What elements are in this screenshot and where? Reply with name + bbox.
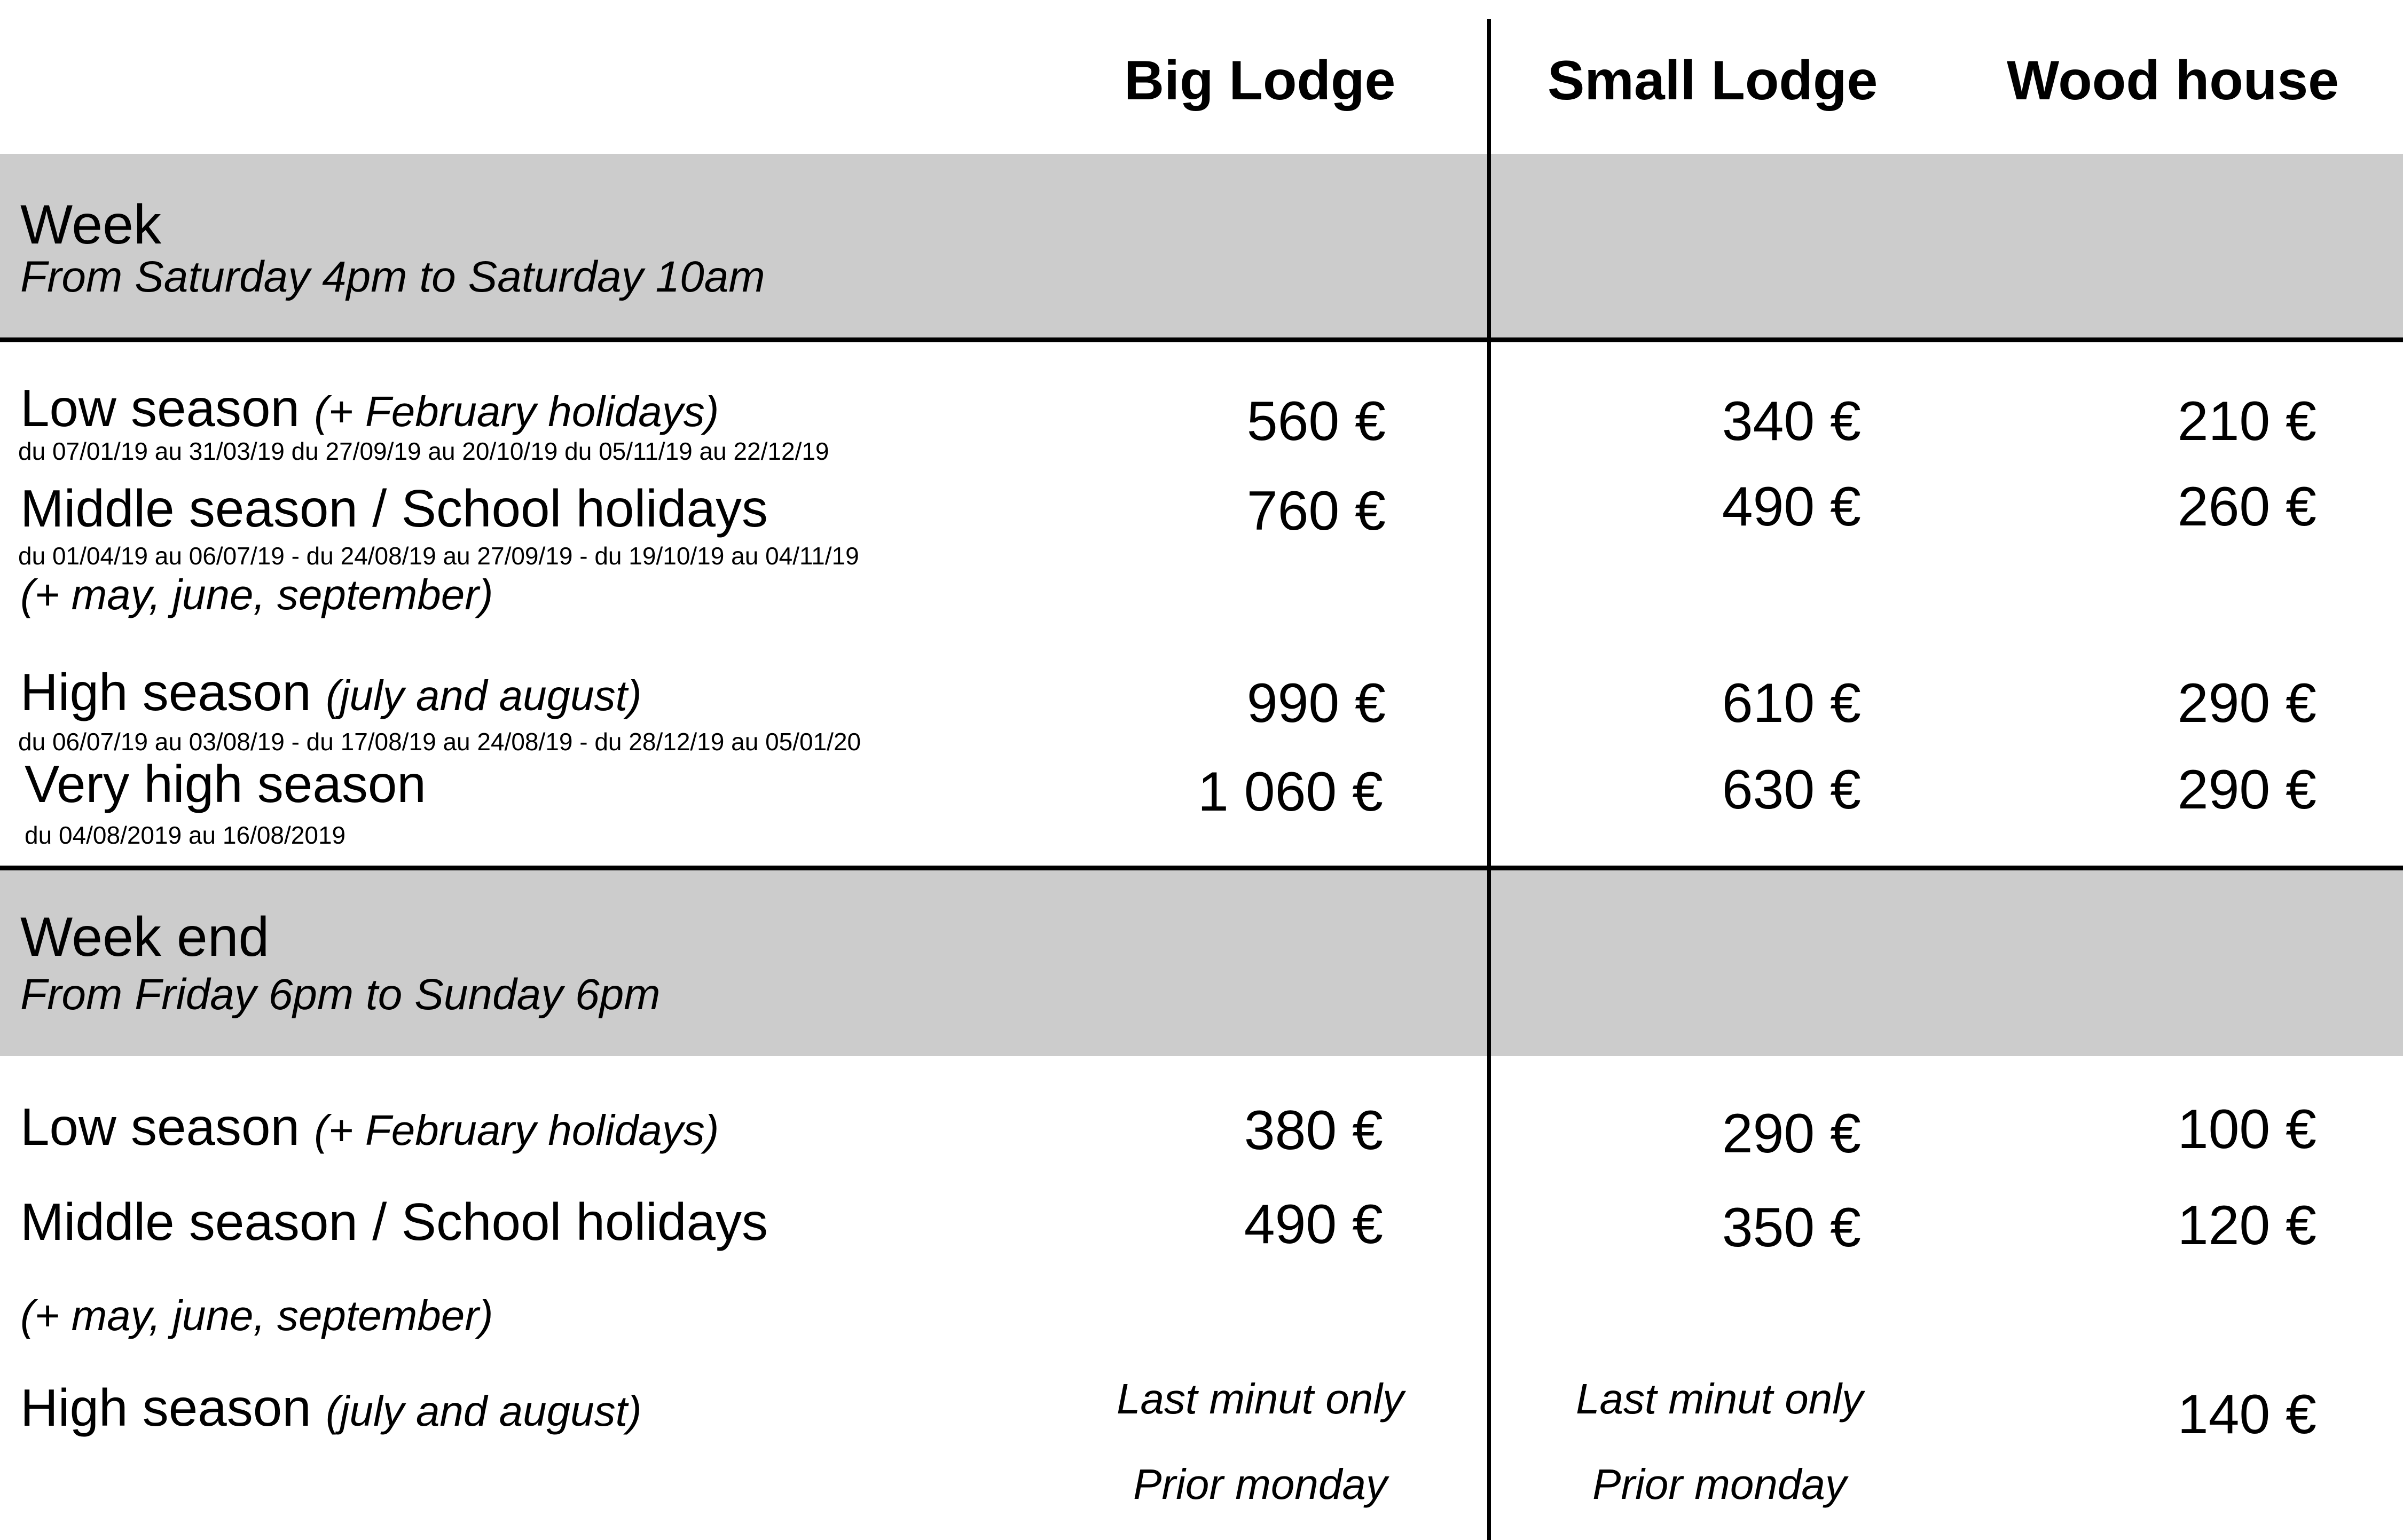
column-header-small-lodge: Small Lodge (1548, 50, 1878, 112)
row-label: Low season (+ February holidays) (20, 379, 719, 437)
row-note: (+ February holidays) (314, 1106, 719, 1154)
row-extra: (+ may, june, september) (20, 571, 493, 618)
price-big-lodge: 490 € (1244, 1193, 1383, 1255)
small-lodge-note: Last minut only (1575, 1375, 1864, 1423)
row-note: (july and august) (326, 672, 642, 719)
row-extra: (+ may, june, september) (20, 1292, 493, 1339)
row-dates: du 04/08/2019 au 16/08/2019 (25, 821, 346, 849)
week-section-band (0, 154, 2403, 340)
row-dates: du 01/04/19 au 06/07/19 - du 24/08/19 au 27/09/19 - du 19/10/19 au 04/11/19 (18, 542, 859, 570)
price-small-lodge: 610 € (1722, 672, 1861, 734)
weekend-section-band (0, 870, 2403, 1056)
section-title-weekend: Week end (20, 906, 270, 968)
section-title-week: Week (20, 194, 161, 256)
row-label: Middle season / School holidays (20, 479, 768, 538)
row-label: High season (july and august) (20, 663, 642, 721)
row-dates: du 07/01/19 au 31/03/19 du 27/09/19 au 20/10/19 du 05/11/19 au 22/12/19 (18, 437, 829, 465)
divider (0, 866, 2403, 870)
price-wood-house: 140 € (2177, 1384, 2316, 1445)
divider (0, 337, 2403, 342)
row-label: Low season (+ February holidays) (20, 1097, 719, 1156)
row-note: (+ February holidays) (314, 388, 719, 435)
small-lodge-note: Prior monday (1592, 1460, 1847, 1508)
price-wood-house: 120 € (2177, 1195, 2316, 1256)
row-label: Middle season / School holidays (20, 1192, 768, 1251)
price-small-lodge: 340 € (1722, 390, 1861, 452)
row-label: Very high season (25, 755, 426, 813)
row-note: (july and august) (326, 1387, 642, 1435)
row-label: High season (july and august) (20, 1378, 642, 1437)
row-dates: du 06/07/19 au 03/08/19 - du 17/08/19 au 24/08/19 - du 28/12/19 au 05/01/20 (18, 728, 861, 756)
price-big-lodge: 760 € (1246, 480, 1386, 542)
column-divider (1487, 19, 1491, 1540)
price-big-lodge: 380 € (1244, 1099, 1383, 1161)
price-big-lodge: 560 € (1246, 390, 1386, 452)
price-small-lodge: 290 € (1722, 1103, 1861, 1165)
column-header-wood-house: Wood house (2007, 50, 2339, 112)
price-small-lodge: 350 € (1722, 1197, 1861, 1259)
big-lodge-note: Last minut only (1116, 1375, 1404, 1423)
price-big-lodge: 1 060 € (1198, 761, 1383, 823)
price-small-lodge: 490 € (1722, 476, 1861, 538)
price-wood-house: 290 € (2177, 672, 2316, 734)
price-wood-house: 290 € (2177, 759, 2316, 821)
big-lodge-note: Prior monday (1133, 1460, 1387, 1508)
price-small-lodge: 630 € (1722, 759, 1861, 821)
price-wood-house: 260 € (2177, 476, 2316, 538)
section-subtitle-weekend: From Friday 6pm to Sunday 6pm (20, 970, 661, 1019)
price-big-lodge: 990 € (1246, 672, 1386, 734)
price-wood-house: 210 € (2177, 390, 2316, 452)
column-header-big-lodge: Big Lodge (1124, 50, 1396, 112)
price-wood-house: 100 € (2177, 1098, 2316, 1160)
section-subtitle-week: From Saturday 4pm to Saturday 10am (20, 253, 765, 301)
